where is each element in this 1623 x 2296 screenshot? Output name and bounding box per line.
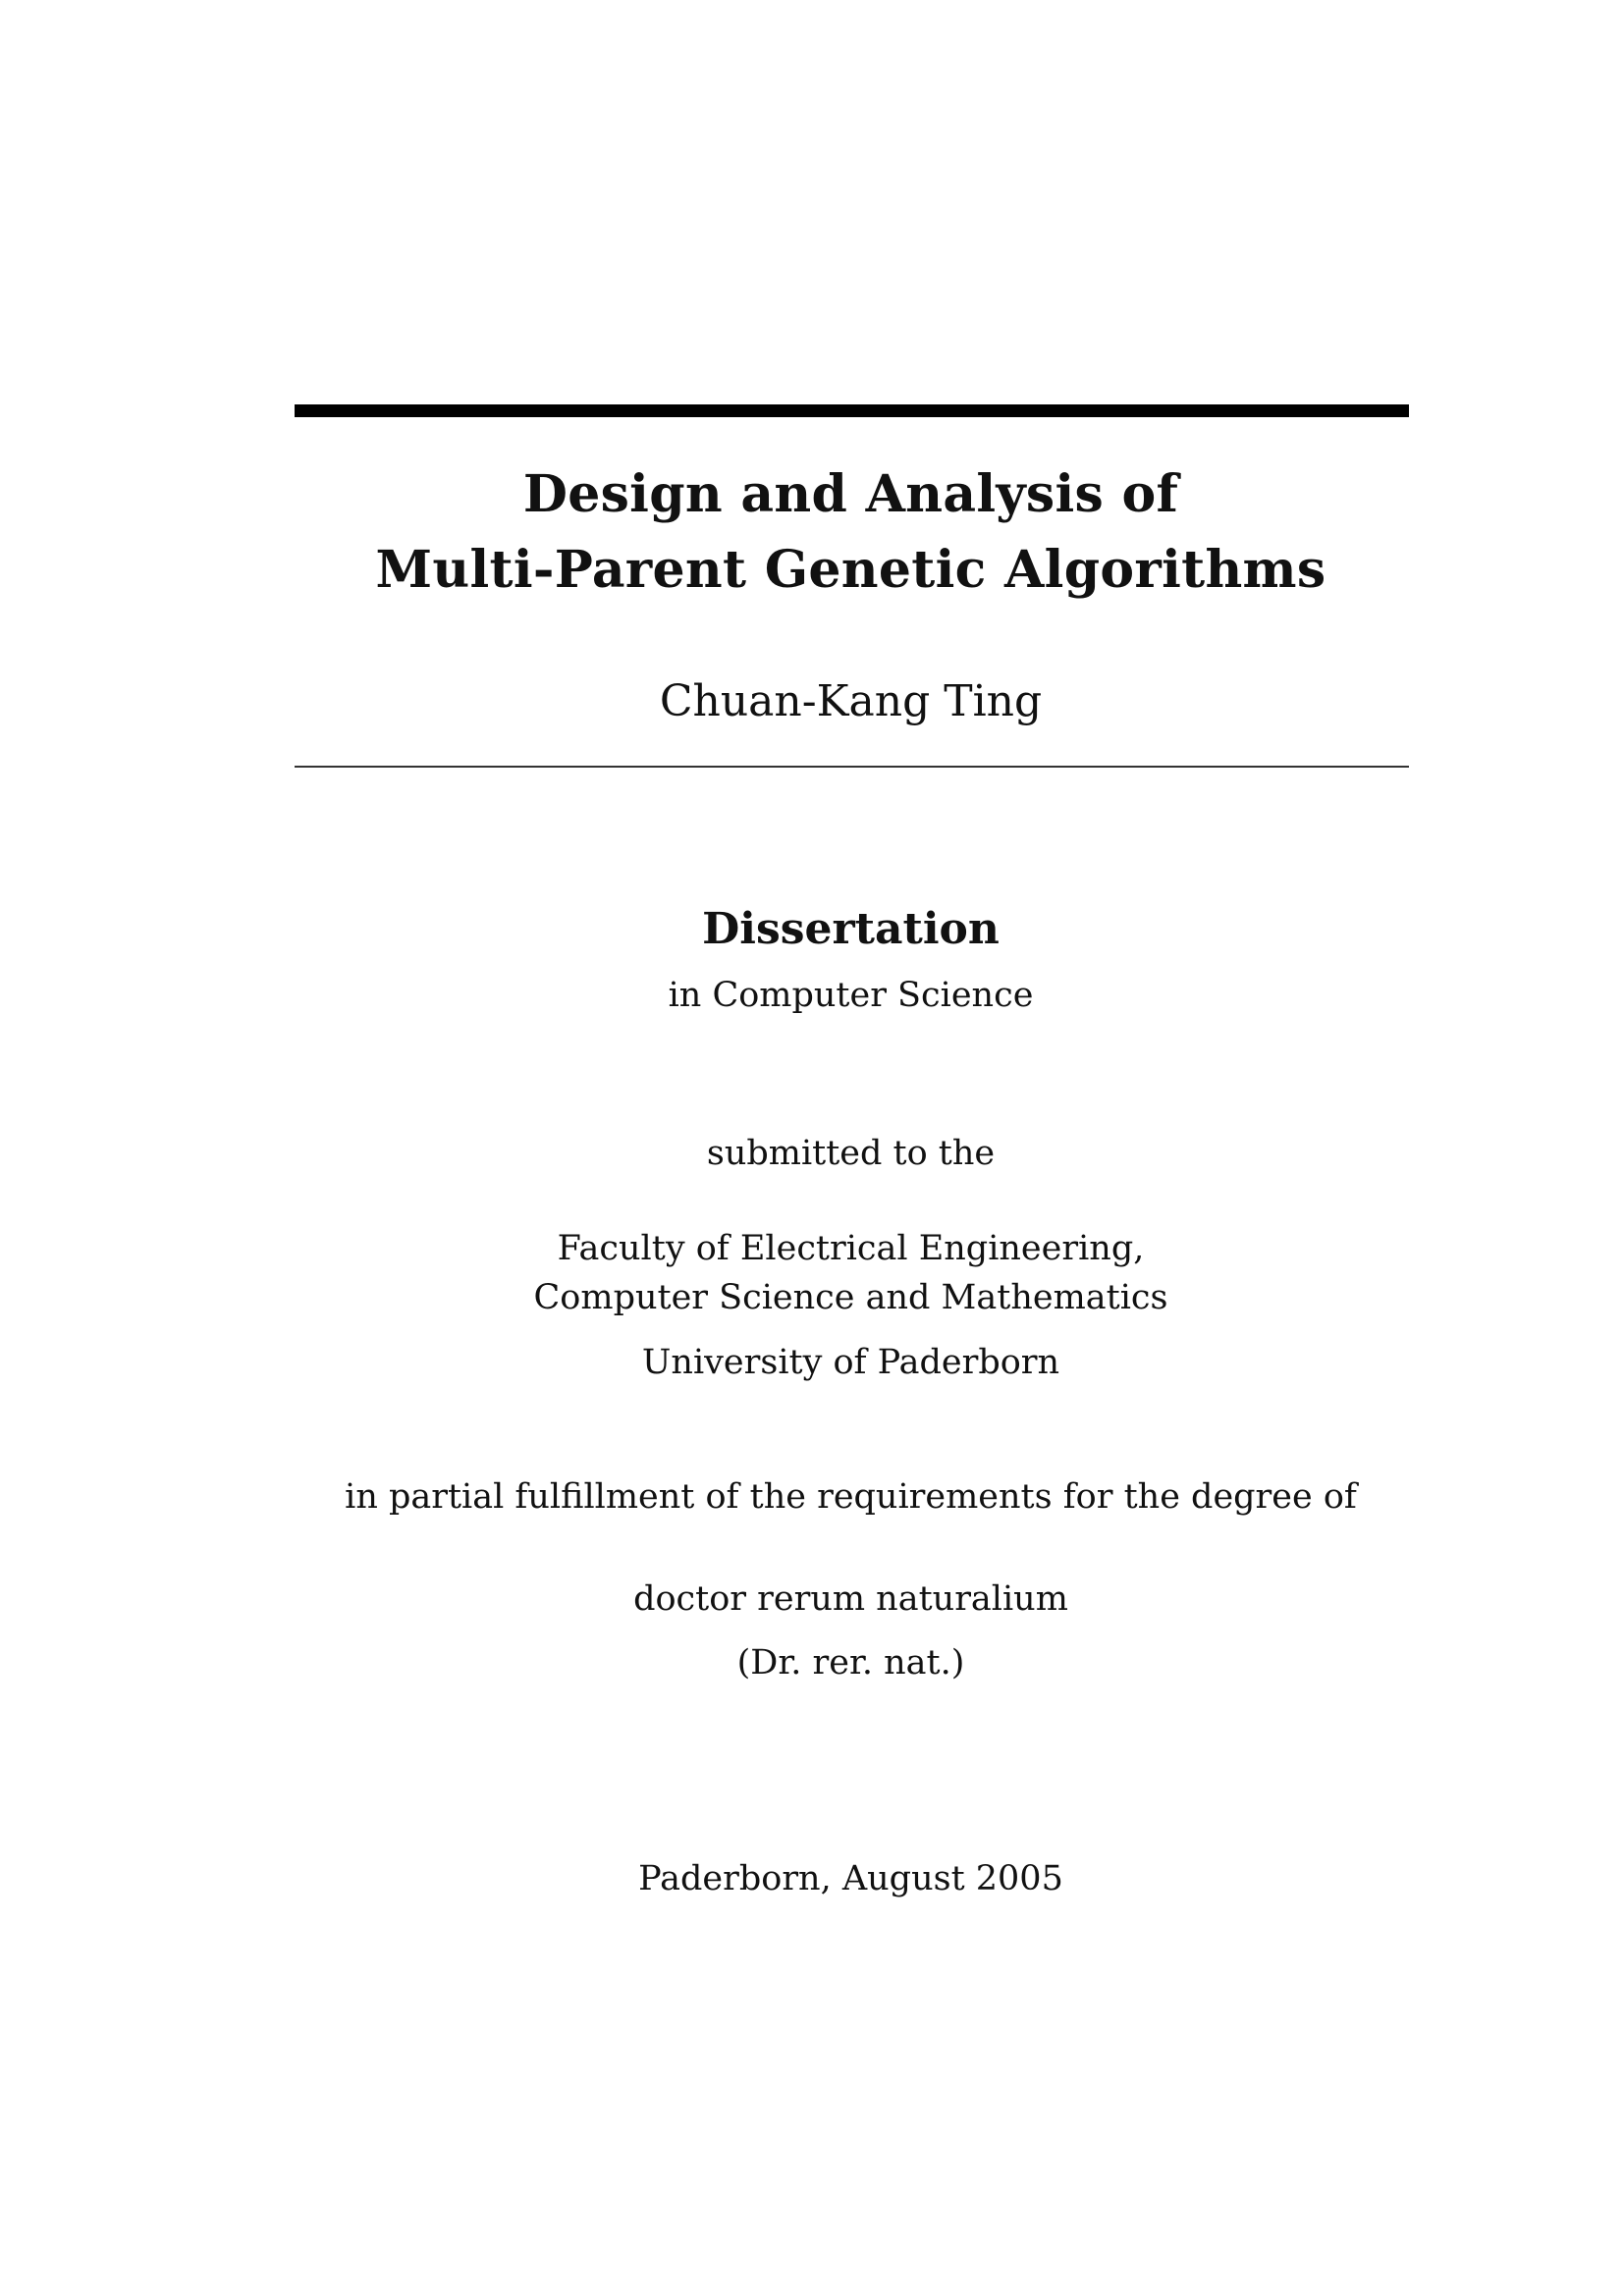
degree-requirement-text: in partial fulfillment of the requirements for the degree of <box>345 1477 1357 1517</box>
author-name: Chuan-Kang Ting <box>659 676 1043 726</box>
dissertation-heading: Dissertation <box>702 904 1000 954</box>
faculty-line-2: Computer Science and Mathematics <box>533 1278 1168 1317</box>
place-and-date: Paderborn, August 2005 <box>638 1859 1063 1898</box>
university-name: University of Paderborn <box>641 1343 1060 1382</box>
faculty-line-1: Faculty of Electrical Engineering, <box>557 1229 1145 1268</box>
submitted-to-text: submitted to the <box>706 1134 996 1173</box>
title-line-2: Multi-Parent Genetic Algorithms <box>375 540 1326 600</box>
top-thick-rule <box>295 404 1409 417</box>
degree-abbreviation: (Dr. rer. nat.) <box>736 1643 965 1682</box>
degree-name: doctor rerum naturalium <box>633 1579 1068 1619</box>
title-line-1: Design and Analysis of <box>522 464 1179 524</box>
dissertation-field: in Computer Science <box>668 976 1034 1015</box>
author-divider-rule <box>295 766 1409 768</box>
